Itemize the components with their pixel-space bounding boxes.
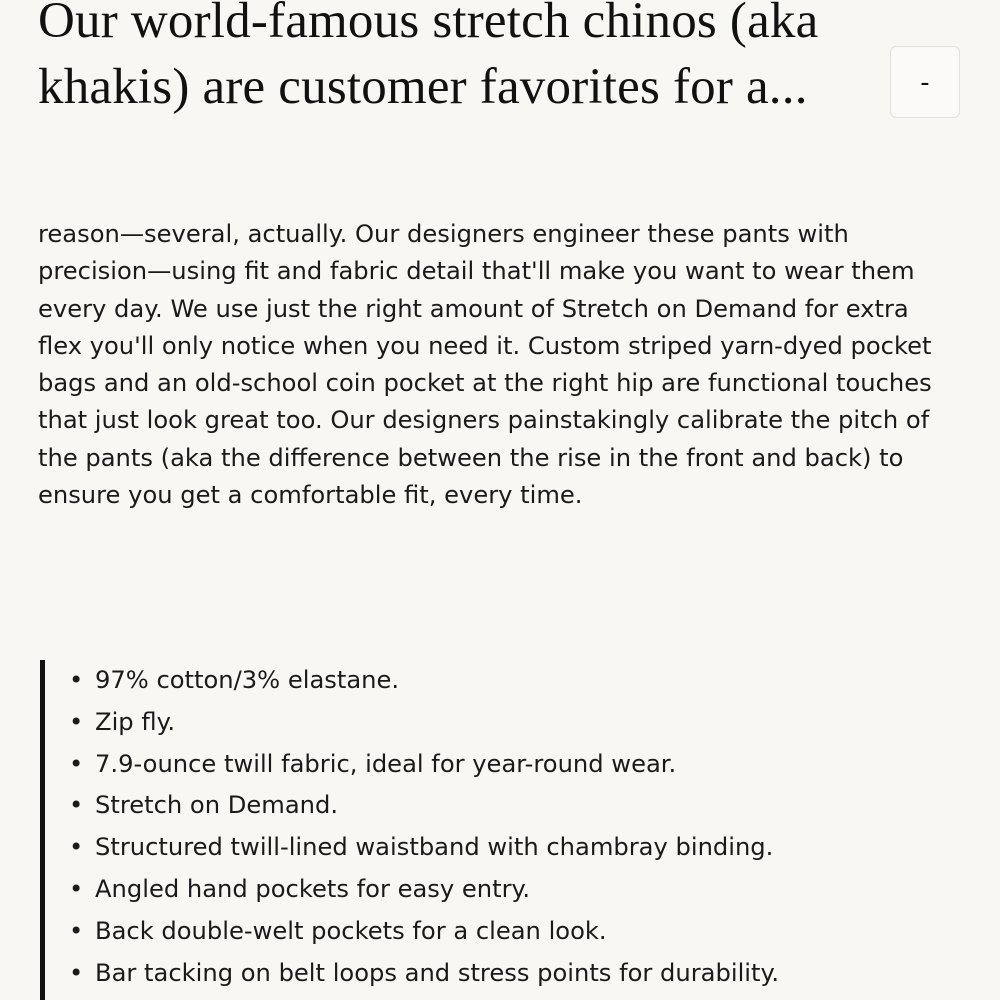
feature-item (69, 785, 980, 827)
feature-text: Back double-welt pockets for a clean look. (95, 916, 607, 945)
product-headline: Our world-famous stretch chinos (aka khakis) are customer favorites for a... (38, 0, 819, 115)
bullet-icon: • (69, 916, 84, 945)
collapse-button[interactable]: - (890, 46, 960, 118)
feature-item (69, 744, 980, 786)
feature-item (69, 953, 980, 995)
feature-text: Zip fly. (95, 707, 176, 736)
feature-item (69, 911, 980, 953)
bullet-icon: • (69, 958, 84, 987)
bullet-icon: • (69, 833, 84, 862)
bullet-icon: • (69, 666, 84, 694)
bullet-icon: • (69, 791, 84, 820)
feature-text: 97% cotton/3% elastane. (95, 666, 400, 694)
feature-text: Bar tacking on belt loops and stress points for durability. (95, 958, 780, 987)
feature-item (69, 660, 980, 702)
feature-text: Structured twill-lined waistband with chambray binding. (95, 833, 774, 862)
bullet-icon: • (69, 707, 84, 736)
feature-item (69, 869, 980, 911)
bullet-icon: • (69, 874, 84, 903)
feature-list (40, 660, 980, 1000)
feature-text: Angled hand pockets for easy entry. (95, 874, 531, 903)
bullet-icon: • (69, 749, 84, 778)
feature-item (69, 827, 980, 869)
feature-item (69, 702, 980, 744)
product-description: reason—several, actually. Our designers engineer these pants with precision—using fit and fabric detail that'll make you want to wear them every day. We use just the right amount of Stretch on Demand for extra flex you'll only notice when you need it. Custom striped yarn-dyed pocket bags and an old-school coin pocket at the right hip are functional touches that just look great too. Our designers painstakingly calibrate the pitch of the pants (aka the difference between the rise in the front and back) to ensure you get a comfortable fit, every time. (38, 220, 932, 510)
feature-text: 7.9-ounce twill fabric, ideal for year-round wear. (95, 749, 677, 778)
feature-text: Stretch on Demand. (95, 791, 339, 820)
